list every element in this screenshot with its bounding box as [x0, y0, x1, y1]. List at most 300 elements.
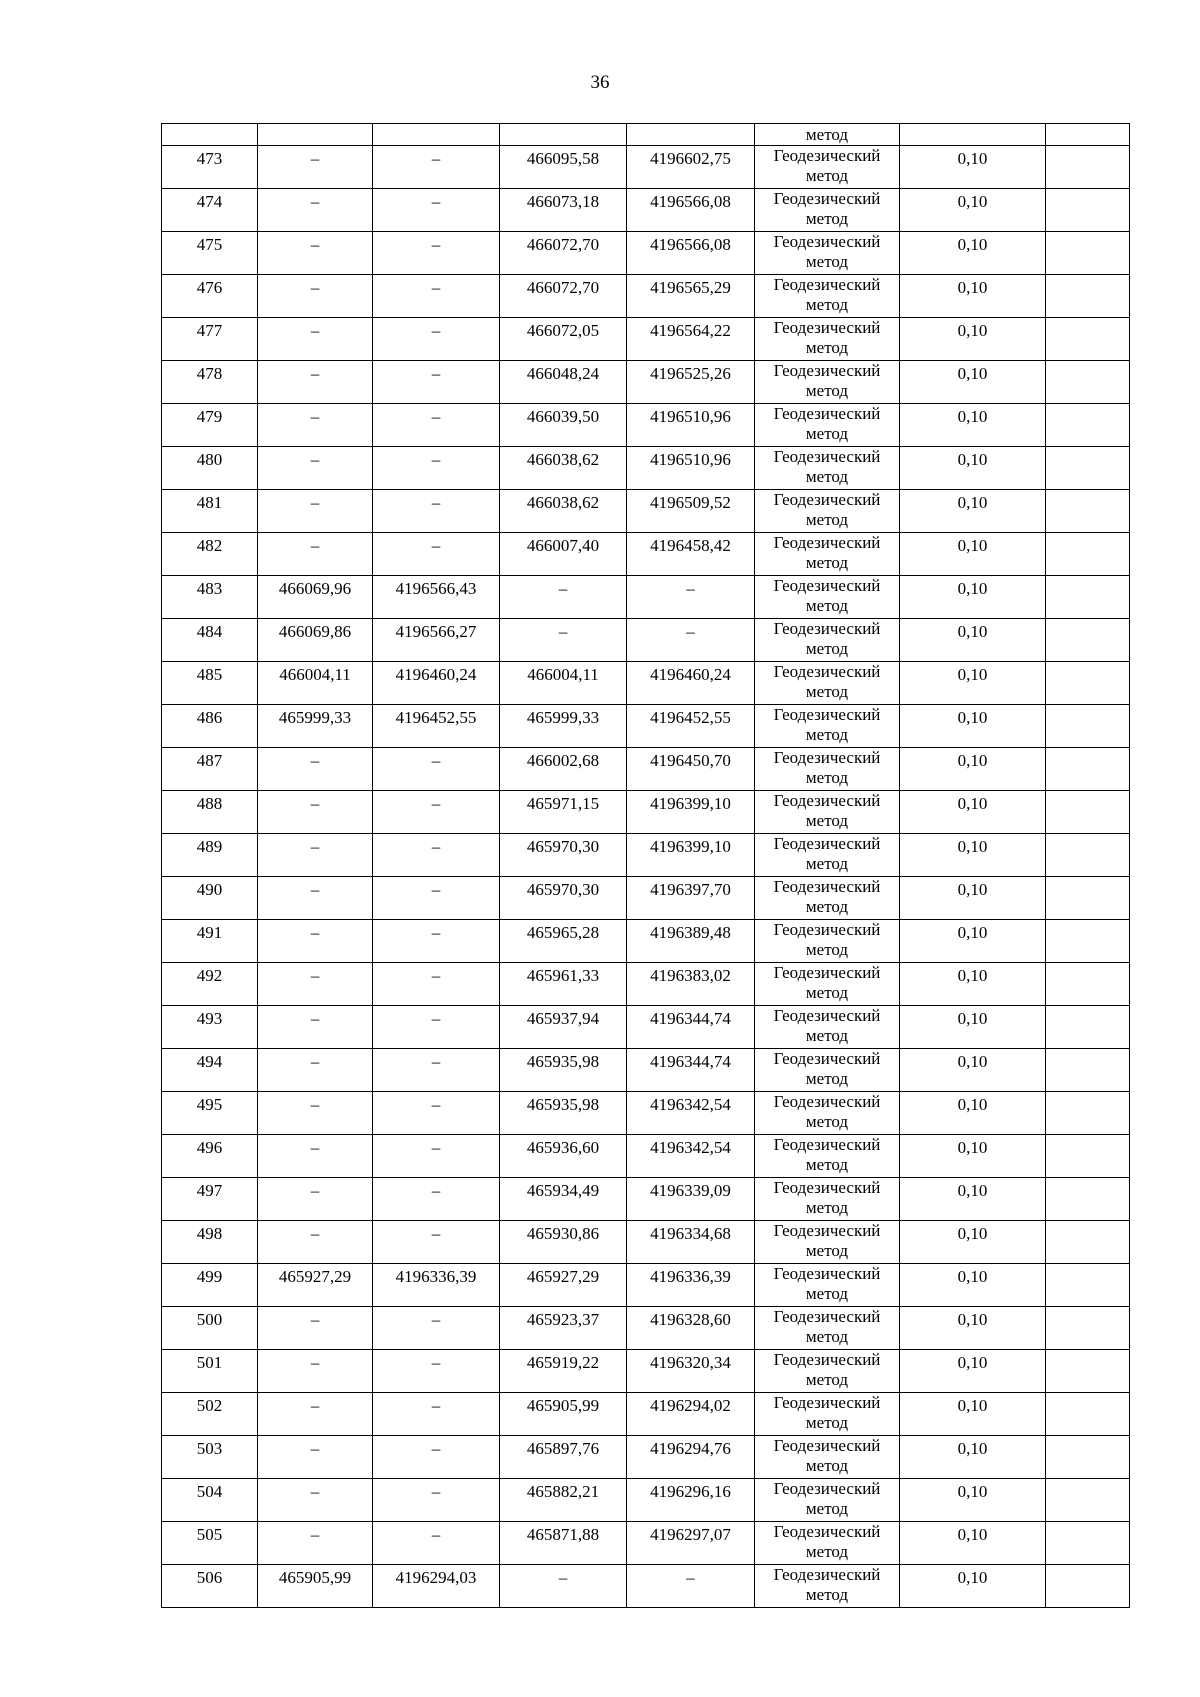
cell-method: метод — [755, 124, 900, 146]
table-row — [162, 877, 1130, 920]
cell-new-y: 4196344,74 — [627, 1049, 755, 1092]
cell-existing-x: – — [258, 189, 373, 232]
method-line-2: метод — [805, 338, 849, 357]
method-line-1: Геодезический — [773, 1178, 881, 1197]
cell-new-x: 465897,76 — [500, 1436, 627, 1479]
cell-description — [1046, 662, 1130, 705]
cell-new-y: 4196336,39 — [627, 1264, 755, 1307]
cell-new-y: 4196339,09 — [627, 1178, 755, 1221]
cell-method — [755, 490, 900, 533]
cell-existing-y: – — [373, 748, 500, 791]
method-line-1: Геодезический — [773, 1092, 881, 1111]
cell-new-y: 4196564,22 — [627, 318, 755, 361]
cell-description — [1046, 791, 1130, 834]
method-line-1: Геодезический — [773, 1221, 881, 1240]
method-line-2: метод — [805, 897, 849, 916]
cell-method — [755, 619, 900, 662]
cell-accuracy: 0,10 — [900, 791, 1046, 834]
cell-method — [755, 1565, 900, 1608]
cell-new-x: 465965,28 — [500, 920, 627, 963]
table-row — [162, 275, 1130, 318]
cell-point-number: 498 — [162, 1221, 258, 1264]
cell-existing-x: 465999,33 — [258, 705, 373, 748]
cell-description — [1046, 1479, 1130, 1522]
cell-existing-x: – — [258, 1436, 373, 1479]
method-line-1: Геодезический — [773, 1264, 881, 1283]
method-line-1: Геодезический — [773, 1565, 881, 1584]
method-line-2: метод — [805, 381, 849, 400]
cell-description — [1046, 748, 1130, 791]
cell-existing-x: 466069,86 — [258, 619, 373, 662]
cell-new-x: 465871,88 — [500, 1522, 627, 1565]
cell-accuracy: 0,10 — [900, 576, 1046, 619]
method-line-2: метод — [805, 467, 849, 486]
method-line-1: Геодезический — [773, 146, 881, 165]
cell-existing-y: – — [373, 146, 500, 189]
cell-accuracy: 0,10 — [900, 877, 1046, 920]
cell-existing-y: – — [373, 1436, 500, 1479]
cell-accuracy: 0,10 — [900, 1264, 1046, 1307]
method-line-1: Геодезический — [773, 920, 881, 939]
cell-method — [755, 1264, 900, 1307]
cell-method — [755, 533, 900, 576]
cell-method — [755, 1092, 900, 1135]
cell-method — [755, 1307, 900, 1350]
cell-existing-y: – — [373, 791, 500, 834]
coordinates-table — [161, 123, 1130, 1608]
table-row — [162, 1135, 1130, 1178]
method-line-2: метод — [805, 1026, 849, 1045]
cell-description — [1046, 1221, 1130, 1264]
cell-description — [1046, 1565, 1130, 1608]
cell-point-number: 497 — [162, 1178, 258, 1221]
table-row — [162, 1178, 1130, 1221]
table-row — [162, 232, 1130, 275]
cell-method — [755, 318, 900, 361]
method-line-2: метод — [805, 1585, 849, 1604]
table-row — [162, 920, 1130, 963]
cell-point-number: 481 — [162, 490, 258, 533]
cell-new-y: 4196525,26 — [627, 361, 755, 404]
method-line-2: метод — [805, 553, 849, 572]
method-line-2: метод — [805, 1284, 849, 1303]
cell-accuracy: 0,10 — [900, 146, 1046, 189]
cell-description — [1046, 361, 1130, 404]
cell-point-number: 500 — [162, 1307, 258, 1350]
cell-method — [755, 877, 900, 920]
cell-accuracy: 0,10 — [900, 963, 1046, 1006]
cell-point-number: 502 — [162, 1393, 258, 1436]
method-line-1: Геодезический — [773, 963, 881, 982]
method-line-1: Геодезический — [773, 1522, 881, 1541]
cell-method — [755, 146, 900, 189]
cell-point-number: 492 — [162, 963, 258, 1006]
cell-accuracy: 0,10 — [900, 1350, 1046, 1393]
cell-new-x: 466039,50 — [500, 404, 627, 447]
cell-new-x: 466002,68 — [500, 748, 627, 791]
cell-existing-y: – — [373, 232, 500, 275]
method-line-1: Геодезический — [773, 189, 881, 208]
cell-new-x: 466072,70 — [500, 232, 627, 275]
cell-existing-x: – — [258, 877, 373, 920]
cell-accuracy: 0,10 — [900, 1006, 1046, 1049]
cell-point-number — [162, 124, 258, 146]
method-line-1: Геодезический — [773, 619, 881, 638]
cell-existing-x — [258, 124, 373, 146]
method-line-2: метод — [805, 1241, 849, 1260]
method-line-2: метод — [805, 1155, 849, 1174]
method-line-1: Геодезический — [773, 1307, 881, 1326]
method-line-2: метод — [805, 854, 849, 873]
cell-point-number: 490 — [162, 877, 258, 920]
cell-existing-y: – — [373, 1393, 500, 1436]
method-line-1: Геодезический — [773, 533, 881, 552]
method-line-2: метод — [805, 1413, 849, 1432]
cell-new-x: 466048,24 — [500, 361, 627, 404]
method-line-1: Геодезический — [773, 748, 881, 767]
method-line-1: Геодезический — [773, 662, 881, 681]
method-line-1: Геодезический — [773, 1479, 881, 1498]
cell-existing-y: 4196336,39 — [373, 1264, 500, 1307]
cell-existing-x: – — [258, 1522, 373, 1565]
table-row — [162, 361, 1130, 404]
cell-existing-x: – — [258, 146, 373, 189]
cell-new-y: 4196509,52 — [627, 490, 755, 533]
cell-accuracy: 0,10 — [900, 1436, 1046, 1479]
cell-point-number: 474 — [162, 189, 258, 232]
cell-point-number: 482 — [162, 533, 258, 576]
cell-point-number: 489 — [162, 834, 258, 877]
cell-method — [755, 361, 900, 404]
table-row — [162, 1092, 1130, 1135]
cell-existing-x: – — [258, 1006, 373, 1049]
cell-existing-x: – — [258, 361, 373, 404]
cell-new-y: 4196342,54 — [627, 1135, 755, 1178]
cell-method — [755, 662, 900, 705]
cell-existing-x: – — [258, 1178, 373, 1221]
cell-point-number: 499 — [162, 1264, 258, 1307]
cell-description — [1046, 1393, 1130, 1436]
method-line-2: метод — [805, 252, 849, 271]
cell-new-y: 4196566,08 — [627, 232, 755, 275]
cell-method — [755, 834, 900, 877]
cell-accuracy: 0,10 — [900, 447, 1046, 490]
cell-new-y: 4196342,54 — [627, 1092, 755, 1135]
cell-description — [1046, 318, 1130, 361]
method-line-2: метод — [805, 209, 849, 228]
cell-new-y: – — [627, 1565, 755, 1608]
cell-new-x: 465935,98 — [500, 1049, 627, 1092]
method-line-2: метод — [805, 1542, 849, 1561]
cell-new-y: 4196297,07 — [627, 1522, 755, 1565]
table-row — [162, 662, 1130, 705]
cell-existing-y: – — [373, 1049, 500, 1092]
cell-new-y: 4196397,70 — [627, 877, 755, 920]
method-line-1: Геодезический — [773, 1436, 881, 1455]
cell-method — [755, 1221, 900, 1264]
method-line-1: Геодезический — [773, 877, 881, 896]
cell-description — [1046, 1049, 1130, 1092]
method-line-2: метод — [805, 940, 849, 959]
cell-new-x: 465970,30 — [500, 834, 627, 877]
cell-method — [755, 1049, 900, 1092]
cell-accuracy: 0,10 — [900, 920, 1046, 963]
table-row — [162, 146, 1130, 189]
cell-existing-x: – — [258, 834, 373, 877]
table-row — [162, 834, 1130, 877]
cell-existing-y: 4196452,55 — [373, 705, 500, 748]
cell-accuracy: 0,10 — [900, 318, 1046, 361]
cell-existing-x: – — [258, 533, 373, 576]
table-row — [162, 1522, 1130, 1565]
cell-new-y: 4196452,55 — [627, 705, 755, 748]
cell-new-y: 4196510,96 — [627, 404, 755, 447]
cell-method — [755, 1350, 900, 1393]
cell-description — [1046, 619, 1130, 662]
cell-point-number: 495 — [162, 1092, 258, 1135]
method-line-1: Геодезический — [773, 1135, 881, 1154]
method-line-1: Геодезический — [773, 705, 881, 724]
cell-point-number: 478 — [162, 361, 258, 404]
cell-existing-x: 465905,99 — [258, 1565, 373, 1608]
cell-point-number: 491 — [162, 920, 258, 963]
method-line-1: Геодезический — [773, 834, 881, 853]
table-row — [162, 576, 1130, 619]
cell-new-x: 466073,18 — [500, 189, 627, 232]
cell-accuracy — [900, 124, 1046, 146]
method-line-2: метод — [805, 1069, 849, 1088]
cell-new-y: 4196460,24 — [627, 662, 755, 705]
method-line-1: Геодезический — [773, 275, 881, 294]
cell-new-x: 466038,62 — [500, 490, 627, 533]
table-row — [162, 447, 1130, 490]
table-row — [162, 1436, 1130, 1479]
cell-accuracy: 0,10 — [900, 1479, 1046, 1522]
page-number: 36 — [590, 72, 610, 93]
cell-existing-x: – — [258, 1350, 373, 1393]
cell-existing-y: – — [373, 447, 500, 490]
cell-existing-y: – — [373, 361, 500, 404]
method-line-1: Геодезический — [773, 447, 881, 466]
table-row — [162, 1479, 1130, 1522]
cell-existing-y: – — [373, 275, 500, 318]
cell-existing-y: 4196566,43 — [373, 576, 500, 619]
cell-accuracy: 0,10 — [900, 533, 1046, 576]
cell-new-y: 4196344,74 — [627, 1006, 755, 1049]
table-row — [162, 490, 1130, 533]
cell-new-x: 465882,21 — [500, 1479, 627, 1522]
cell-description — [1046, 1006, 1130, 1049]
cell-new-x: – — [500, 1565, 627, 1608]
cell-method — [755, 447, 900, 490]
cell-new-x — [500, 124, 627, 146]
cell-point-number: 496 — [162, 1135, 258, 1178]
method-line-1: Геодезический — [773, 404, 881, 423]
cell-method — [755, 1522, 900, 1565]
cell-description — [1046, 963, 1130, 1006]
method-line-2: метод — [805, 768, 849, 787]
cell-new-x: 466072,70 — [500, 275, 627, 318]
method-line-2: метод — [805, 596, 849, 615]
cell-new-x: 465935,98 — [500, 1092, 627, 1135]
cell-method — [755, 920, 900, 963]
cell-existing-x: – — [258, 963, 373, 1006]
cell-existing-y: – — [373, 1350, 500, 1393]
cell-method — [755, 576, 900, 619]
cell-new-x: – — [500, 576, 627, 619]
cell-point-number: 483 — [162, 576, 258, 619]
cell-accuracy: 0,10 — [900, 361, 1046, 404]
cell-existing-y — [373, 124, 500, 146]
cell-new-x: 465937,94 — [500, 1006, 627, 1049]
cell-point-number: 477 — [162, 318, 258, 361]
cell-accuracy: 0,10 — [900, 748, 1046, 791]
cell-existing-y: 4196294,03 — [373, 1565, 500, 1608]
cell-description — [1046, 834, 1130, 877]
table-row — [162, 533, 1130, 576]
cell-new-y: 4196294,02 — [627, 1393, 755, 1436]
cell-new-y: – — [627, 576, 755, 619]
cell-accuracy: 0,10 — [900, 834, 1046, 877]
cell-accuracy: 0,10 — [900, 1393, 1046, 1436]
cell-description — [1046, 275, 1130, 318]
cell-method — [755, 791, 900, 834]
method-line-2: метод — [805, 424, 849, 443]
cell-method — [755, 963, 900, 1006]
cell-new-x: 465919,22 — [500, 1350, 627, 1393]
cell-accuracy: 0,10 — [900, 1221, 1046, 1264]
method-line-1: Геодезический — [773, 1350, 881, 1369]
cell-accuracy: 0,10 — [900, 232, 1046, 275]
method-line-2: метод — [805, 682, 849, 701]
method-line-2: метод — [805, 295, 849, 314]
table-row — [162, 963, 1130, 1006]
method-line-1: Геодезический — [773, 576, 881, 595]
method-line-2: метод — [805, 1327, 849, 1346]
cell-existing-y: – — [373, 1479, 500, 1522]
cell-existing-x: – — [258, 490, 373, 533]
cell-description — [1046, 533, 1130, 576]
cell-existing-y: – — [373, 920, 500, 963]
table-row — [162, 318, 1130, 361]
cell-description — [1046, 189, 1130, 232]
cell-new-x: 466072,05 — [500, 318, 627, 361]
cell-point-number: 480 — [162, 447, 258, 490]
cell-new-y: 4196389,48 — [627, 920, 755, 963]
cell-description — [1046, 1092, 1130, 1135]
cell-existing-x: – — [258, 1479, 373, 1522]
cell-existing-x: – — [258, 920, 373, 963]
cell-description — [1046, 232, 1130, 275]
cell-existing-y: 4196566,27 — [373, 619, 500, 662]
cell-new-x: 465970,30 — [500, 877, 627, 920]
method-line-2: метод — [805, 1499, 849, 1518]
cell-method — [755, 232, 900, 275]
table-row — [162, 404, 1130, 447]
table-row — [162, 1350, 1130, 1393]
cell-existing-x: – — [258, 1092, 373, 1135]
cell-existing-y: – — [373, 1006, 500, 1049]
cell-new-y: 4196510,96 — [627, 447, 755, 490]
cell-existing-x: 465927,29 — [258, 1264, 373, 1307]
continuation-row — [162, 124, 1130, 146]
cell-existing-y: – — [373, 490, 500, 533]
cell-existing-x: – — [258, 748, 373, 791]
method-line-1: Геодезический — [773, 1049, 881, 1068]
cell-accuracy: 0,10 — [900, 275, 1046, 318]
cell-existing-x: – — [258, 275, 373, 318]
table-row — [162, 791, 1130, 834]
cell-existing-x: – — [258, 1307, 373, 1350]
method-line-1: Геодезический — [773, 1006, 881, 1025]
cell-existing-x: – — [258, 447, 373, 490]
cell-new-y: 4196399,10 — [627, 834, 755, 877]
cell-point-number: 473 — [162, 146, 258, 189]
cell-description — [1046, 1436, 1130, 1479]
cell-accuracy: 0,10 — [900, 404, 1046, 447]
method-line-2: метод — [805, 166, 849, 185]
cell-existing-y: – — [373, 318, 500, 361]
cell-new-y: 4196399,10 — [627, 791, 755, 834]
cell-existing-x: 466004,11 — [258, 662, 373, 705]
table-row — [162, 189, 1130, 232]
cell-point-number: 486 — [162, 705, 258, 748]
method-line-2: метод — [805, 510, 849, 529]
cell-point-number: 488 — [162, 791, 258, 834]
cell-new-y: – — [627, 619, 755, 662]
cell-point-number: 505 — [162, 1522, 258, 1565]
cell-existing-x: – — [258, 318, 373, 361]
cell-new-x: 466004,11 — [500, 662, 627, 705]
table-row — [162, 1006, 1130, 1049]
cell-new-y: 4196565,29 — [627, 275, 755, 318]
cell-new-y: 4196328,60 — [627, 1307, 755, 1350]
cell-method — [755, 404, 900, 447]
cell-existing-y: – — [373, 1522, 500, 1565]
cell-existing-x: – — [258, 232, 373, 275]
cell-new-x: 465927,29 — [500, 1264, 627, 1307]
table-row — [162, 705, 1130, 748]
cell-point-number: 484 — [162, 619, 258, 662]
cell-existing-y: – — [373, 533, 500, 576]
cell-accuracy: 0,10 — [900, 662, 1046, 705]
cell-point-number: 479 — [162, 404, 258, 447]
cell-existing-y: – — [373, 1307, 500, 1350]
cell-new-x: 465923,37 — [500, 1307, 627, 1350]
method-line-2: метод — [805, 1370, 849, 1389]
cell-existing-x: – — [258, 791, 373, 834]
cell-existing-x: – — [258, 1135, 373, 1178]
cell-new-x: – — [500, 619, 627, 662]
method-line-2: метод — [805, 983, 849, 1002]
table-row — [162, 1221, 1130, 1264]
method-line-1: Геодезический — [773, 318, 881, 337]
cell-method — [755, 1178, 900, 1221]
cell-new-y: 4196294,76 — [627, 1436, 755, 1479]
cell-existing-y: – — [373, 963, 500, 1006]
cell-accuracy: 0,10 — [900, 1092, 1046, 1135]
cell-accuracy: 0,10 — [900, 1565, 1046, 1608]
cell-new-x: 465936,60 — [500, 1135, 627, 1178]
cell-new-x: 465934,49 — [500, 1178, 627, 1221]
cell-new-y: 4196566,08 — [627, 189, 755, 232]
cell-method — [755, 705, 900, 748]
cell-new-x: 466038,62 — [500, 447, 627, 490]
cell-method — [755, 1393, 900, 1436]
cell-existing-x: – — [258, 404, 373, 447]
cell-method — [755, 1479, 900, 1522]
cell-new-y: 4196320,34 — [627, 1350, 755, 1393]
